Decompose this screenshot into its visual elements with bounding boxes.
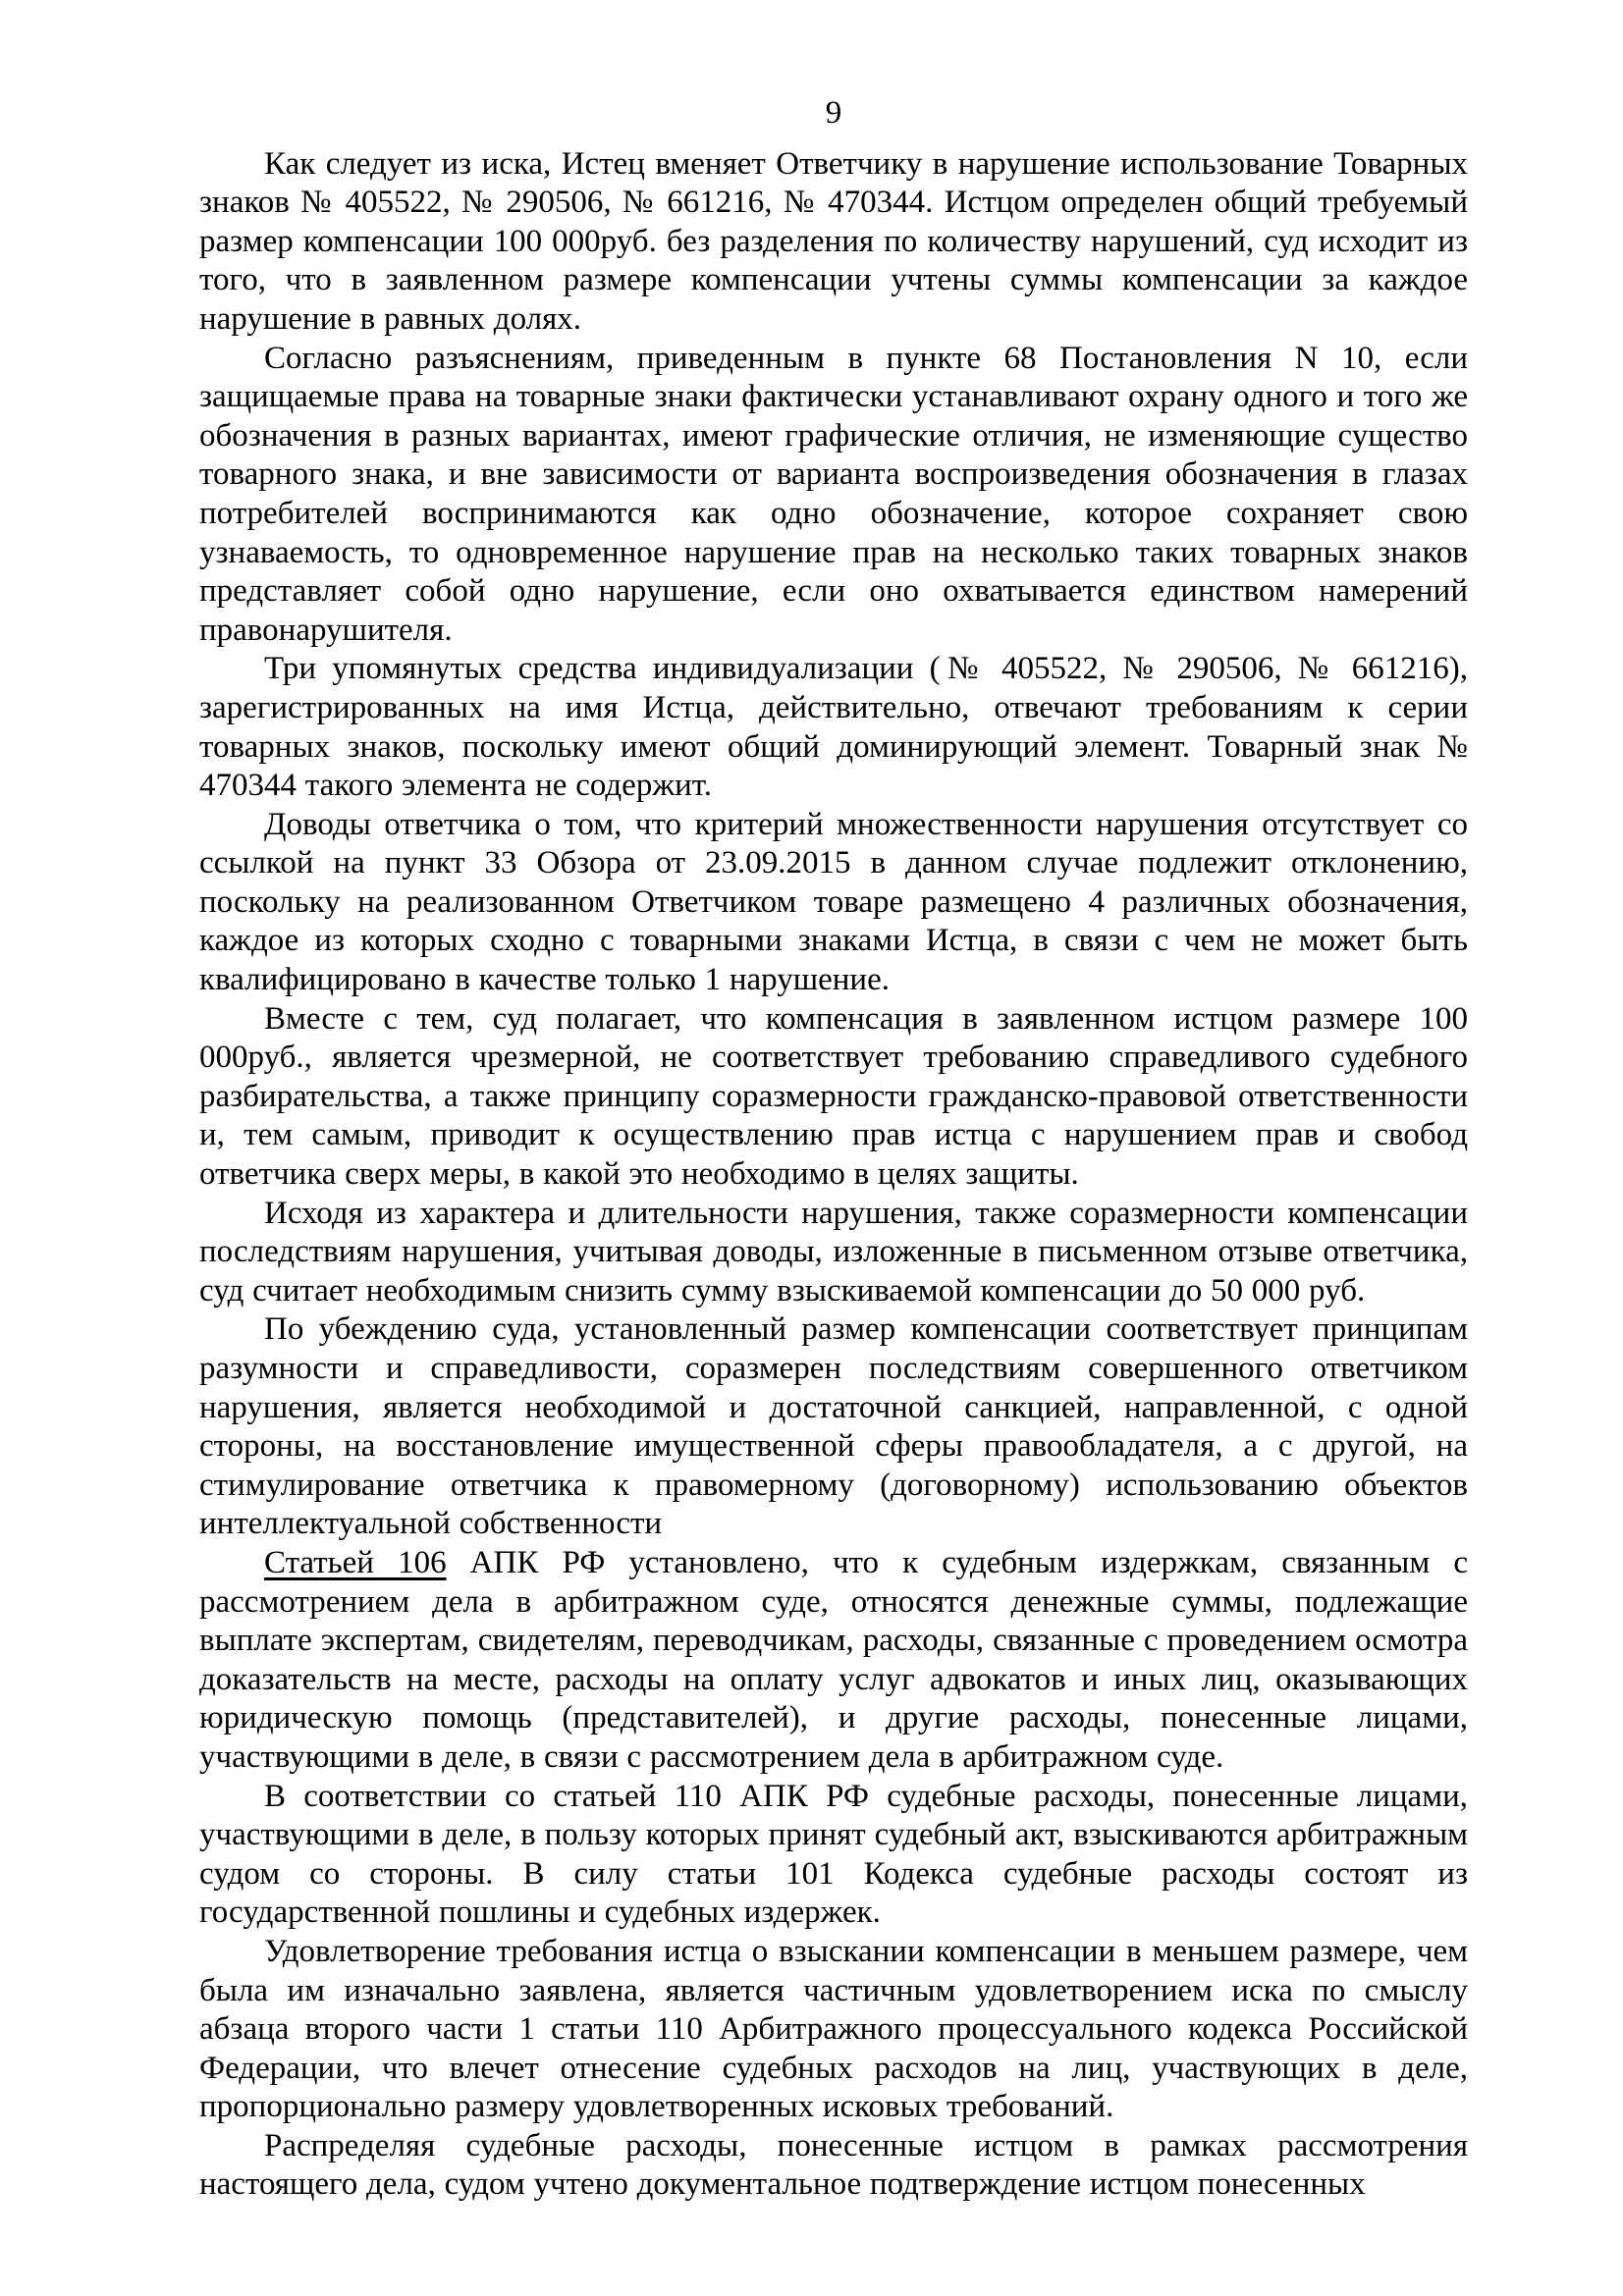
underlined-citation: Статьей 106 <box>264 1544 447 1580</box>
paragraph: Удовлетворение требования истца о взыскании компенсации в меньшем размере, чем была им изначально заявлена, является частичным удовлетворением иска по смыслу абзаца второго части 1 статьи 110 Арбитражного процессуального кодекса Российской Федерации, что влечет отнесение судебных расходов на лиц, участвующих в деле, пропорционально размеру удовлетворенных исковых требований. <box>199 1933 1468 2125</box>
paragraph: Вместе с тем, суд полагает, что компенсация в заявленном истцом размере 100 000руб., является чрезмерной, не соответствует требованию справедливого судебного разбирательства, а также принципу соразмерности гражданско-правовой ответственности и, тем самым, приводит к осуществлению прав истца с нарушением прав и свобод ответчика сверх меры, в какой это необходимо в целях защиты. <box>199 1000 1468 1193</box>
paragraph: По убеждению суда, установленный размер компенсации соответствует принципам разумности и справедливости, соразмерен последствиям совершенного ответчиком нарушения, является необходимой и достаточной санкцией, направленной, с одной стороны, на восстановление имущественной сферы правообладателя, а с другой, на стимулирование ответчика к правомерному (договорному) использованию объектов интеллектуальной собственности <box>199 1311 1468 1542</box>
paragraph: Распределяя судебные расходы, понесенные истцом в рамках рассмотрения настоящего дела, судом учтено документальное подтверждение истцом понесенных <box>199 2127 1468 2203</box>
paragraph-text: АПК РФ установлено, что к судебным издержкам, связанным с рассмотрением дела в арбитражном суде, относятся денежные суммы, подлежащие выплате экспертам, свидетелям, переводчикам, расходы, связанные с проведением осмотра доказательств на месте, расходы на оплату услуг адвокатов и иных лиц, оказывающих юридическую помощь (представителей), и другие расходы, понесенные лицами, участвующими в деле, в связи с рассмотрением дела в арбитражном суде. <box>199 1544 1468 1775</box>
page-number: 9 <box>825 95 842 131</box>
paragraph: Три упомянутых средства индивидуализации (№ 405522, № 290506, № 661216), зарегистрированных на имя Истца, действительно, отвечают требованиям к серии товарных знаков, поскольку имеют общий доминирующий элемент. Товарный знак № 470344 такого элемента не содержит. <box>199 651 1468 804</box>
document-body <box>199 94 1468 2205</box>
paragraph: Доводы ответчика о том, что критерий множественности нарушения отсутствует со ссылкой на пункт 33 Обзора от 23.09.2015 в данном случае подлежит отклонению, поскольку на реализованном Ответчиком товаре размещено 4 различных обозначения, каждое из которых сходно с товарными знаками Истца, в связи с чем не может быть квалифицировано в качестве только 1 нарушение. <box>199 806 1468 998</box>
paragraph: В соответствии со статьей 110 АПК РФ судебные расходы, понесенные лицами, участвующими в деле, в пользу которых принят судебный акт, взыскиваются арбитражным судом со стороны. В силу статьи 101 Кодекса судебные расходы состоят из государственной пошлины и судебных издержек. <box>199 1778 1468 1931</box>
paragraph: Исходя из характера и длительности нарушения, также соразмерности компенсации последствиям нарушения, учитывая доводы, изложенные в письменном отзыве ответчика, суд считает необходимым снизить сумму взыскиваемой компенсации до 50 000 руб. <box>199 1195 1468 1308</box>
paragraph: Как следует из иска, Истец вменяет Ответчику в нарушение использование Товарных знаков № 405522, № 290506, № 661216, № 470344. Истцом определен общий требуемый размер компенсации 100 000руб. без разделения по количеству нарушений, суд исходит из того, что в заявленном размере компенсации учтены суммы компенсации за каждое нарушение в равных долях. <box>199 145 1468 337</box>
paragraph: Согласно разъяснениям, приведенным в пункте 68 Постановления N 10, если защищаемые права на товарные знаки фактически устанавливают охрану одного и того же обозначения в разных вариантах, имеют графические отличия, не изменяющие существо товарного знака, и вне зависимости от варианта воспроизведения обозначения в глазах потребителей воспринимаются как одно обозначение, которое сохраняет свою узнаваемость, то одновременное нарушение прав на несколько таких товарных знаков представляет собой одно нарушение, если оно охватывается единством намерений правонарушителя. <box>199 340 1468 648</box>
paragraph <box>199 1544 1468 1778</box>
